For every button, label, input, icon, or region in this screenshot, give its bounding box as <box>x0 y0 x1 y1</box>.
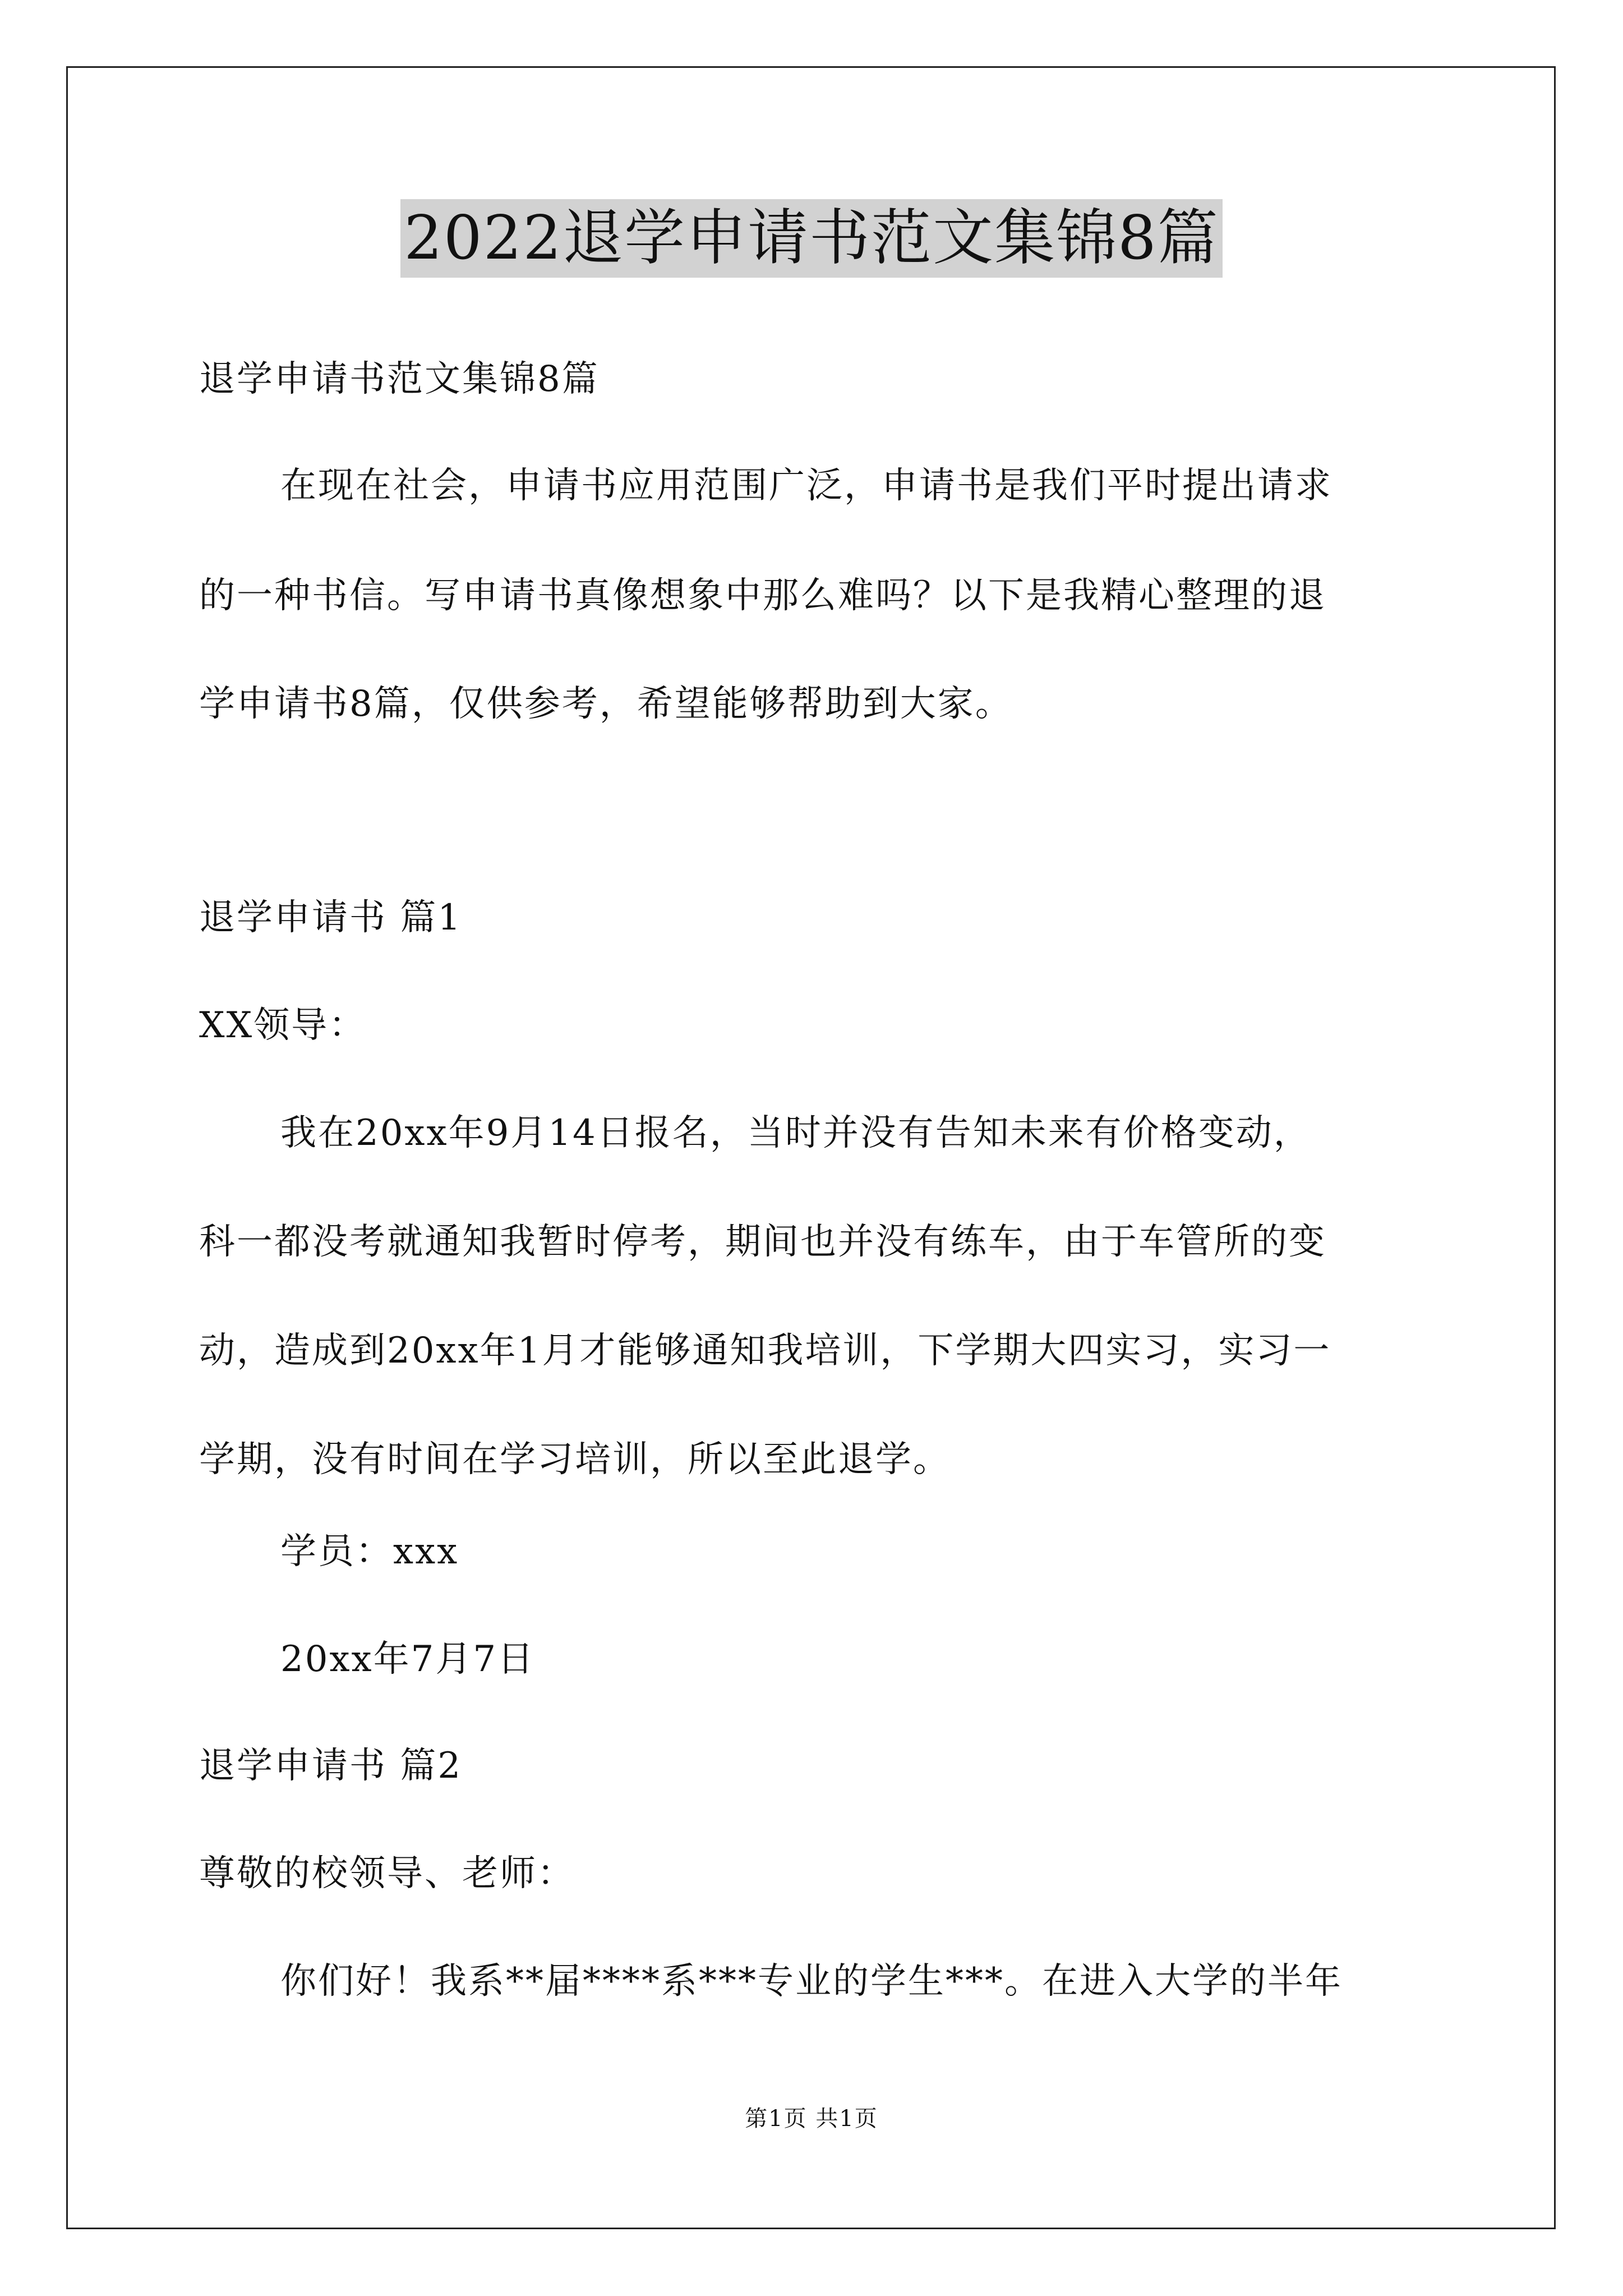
letter1-line-1: 我在20xx年9月14日报名，当时并没有告知未来有价格变动， <box>280 1112 1311 1154</box>
page-footer: 第1页 共1页 <box>745 2106 878 2132</box>
letter2-line-1: 你们好！我系**届****系***专业的学生***。在进入大学的半年 <box>280 1961 1343 2002</box>
document-title: 2022退学申请书范文集锦8篇 <box>400 199 1223 278</box>
intro-paragraph-line-1: 在现在社会，申请书应用范围广泛，申请书是我们平时提出请求 <box>280 465 1332 507</box>
title-container <box>0 199 1623 278</box>
section-heading-2: 退学申请书 篇2 <box>199 1745 463 1787</box>
letter1-date: 20xx年7月7日 <box>280 1639 536 1680</box>
subtitle-line: 退学申请书范文集锦8篇 <box>199 358 600 400</box>
section-heading-1: 退学申请书 篇1 <box>199 897 463 938</box>
letter1-line-3: 动，造成到20xx年1月才能够通知我培训，下学期大四实习，实习一 <box>199 1330 1331 1372</box>
salutation-1: XX领导： <box>199 1005 367 1046</box>
letter1-signature: 学员：xxx <box>280 1531 459 1572</box>
intro-paragraph-line-3: 学申请书8篇，仅供参考，希望能够帮助到大家。 <box>199 683 1013 725</box>
letter1-line-4: 学期，没有时间在学习培训，所以至此退学。 <box>199 1439 951 1480</box>
salutation-2: 尊敬的校领导、老师： <box>199 1853 575 1894</box>
intro-paragraph-line-2: 的一种书信。写申请书真像想象中那么难吗？以下是我精心整理的退 <box>199 575 1326 616</box>
letter1-line-2: 科一都没考就通知我暂时停考，期间也并没有练车，由于车管所的变 <box>199 1221 1326 1263</box>
